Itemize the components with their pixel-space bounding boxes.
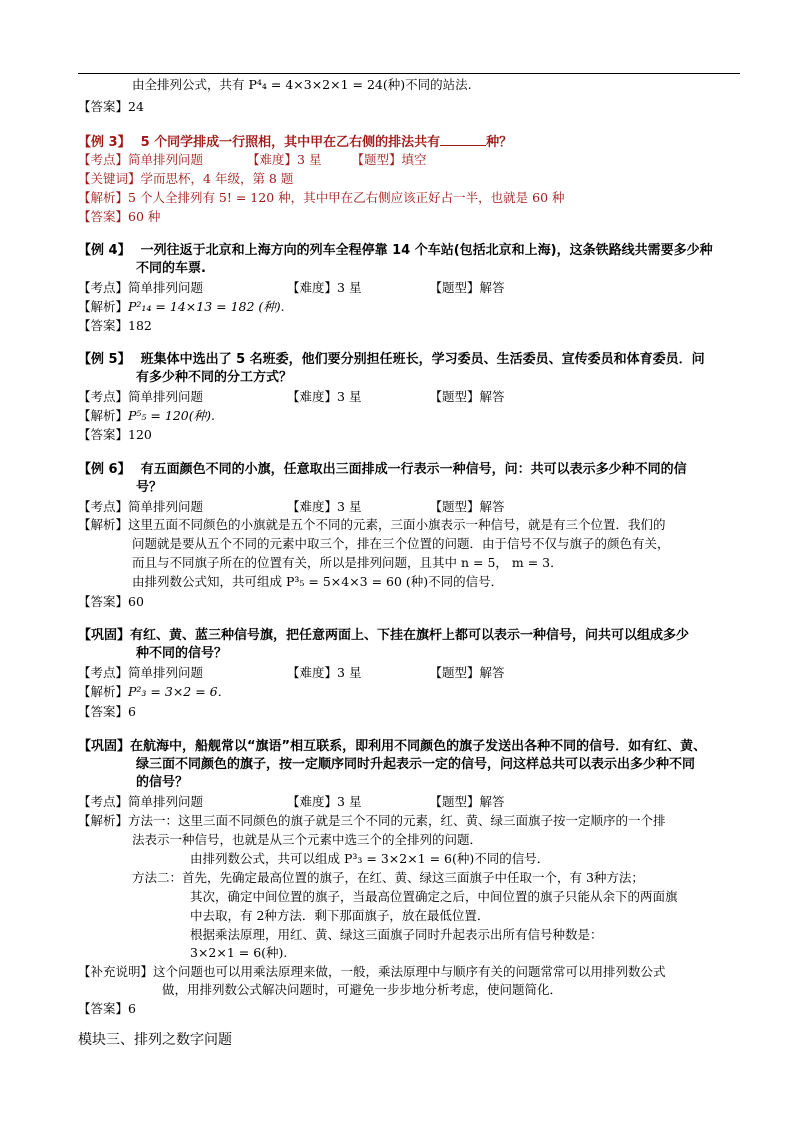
- ex4-meta: [78, 279, 505, 296]
- tx-value: 解答: [479, 794, 505, 809]
- tx-label: 【题型】: [429, 389, 480, 404]
- tx-value: 解答: [479, 665, 505, 680]
- ex4-question-line1: [78, 242, 713, 259]
- gg2-solution-line1: [78, 812, 666, 829]
- ans-label: 【答案】: [78, 318, 129, 333]
- kd-value: 简单排列问题: [128, 794, 204, 809]
- jx-line: 这里五面不同颜色的小旗就是五个不同的元素，三面小旗表示一种信号，就是有三个位置．我们的: [128, 517, 666, 532]
- gg1-question-line1: [78, 627, 689, 644]
- ex5-answer: [78, 426, 152, 443]
- tx-value: 解答: [479, 499, 505, 514]
- nd-value: 3 星: [337, 499, 362, 514]
- ex3-question: [78, 132, 512, 151]
- ex5-meta: [78, 388, 505, 405]
- ans-value: 6: [128, 704, 136, 719]
- kd-label: 【考点】: [78, 280, 129, 295]
- gg1-meta: [78, 664, 505, 681]
- ans-value: 182: [128, 318, 152, 333]
- ans-label: 【答案】: [78, 209, 129, 224]
- ex6-label: 【例 6】: [78, 462, 131, 477]
- ex6-meta: [78, 498, 505, 515]
- nd-label: 【难度】: [287, 499, 338, 514]
- header-rule: [78, 73, 740, 74]
- tx-value: 解答: [479, 389, 505, 404]
- jx-label: 【解析】: [78, 408, 129, 423]
- jx-label: 【解析】: [78, 190, 129, 205]
- nd-value: 3 星: [337, 665, 362, 680]
- jx-label: 【解析】: [78, 684, 129, 699]
- kd-value: 简单排列问题: [128, 665, 204, 680]
- ans-value: 60 种: [128, 209, 161, 224]
- ans-label: 【答案】: [78, 427, 129, 442]
- ex3-blank: [440, 132, 486, 146]
- kd-value: 简单排列问题: [128, 280, 204, 295]
- gg2-question-line2: 绿三面不同颜色的旗子，按一定顺序同时升起表示一定的信号，问这样总共可以表示出多少种不同: [136, 757, 696, 772]
- ex4-q1: 一列往返于北京和上海方向的列车全程停靠 14 个车站(包括北京和上海)，这条铁路线共需要多少种: [140, 243, 713, 258]
- kd-label: 【考点】: [78, 152, 129, 167]
- gg2-solution-line4: 方法二：首先，先确定最高位置的旗子，在红、黄、绿这三面旗子中任取一个，有 3种方法；: [132, 870, 644, 885]
- jx-label: 【解析】: [78, 299, 129, 314]
- kd-label: 【考点】: [78, 794, 129, 809]
- jx-value: P⁵₅ = 120(种).: [128, 408, 215, 423]
- nd-value: 3 星: [337, 389, 362, 404]
- gg2-label: 【巩固】: [78, 739, 131, 754]
- ex3-keywords: [78, 170, 293, 187]
- gg2-solution-line3: 由排列数公式，共可以组成 P³₃ = 3×2×1 = 6(种)不同的信号．: [190, 851, 550, 866]
- ex3-question-b: 种？: [486, 135, 513, 150]
- gg2-solution-line5: 其次，确定中间位置的旗子，当最高位置确定之后，中间位置的旗子只能从余下的两面旗: [190, 889, 678, 904]
- answer-label: 【答案】: [78, 99, 129, 114]
- module-heading: 模块三、排列之数字问题: [78, 1032, 232, 1048]
- ex6-solution-line1: [78, 516, 666, 533]
- nd-label: 【难度】: [247, 152, 298, 167]
- ex5-question-line1: [78, 351, 705, 368]
- jx-value: P²₃ = 3×2 = 6．: [128, 684, 231, 699]
- kd-value: 简单排列问题: [128, 499, 204, 514]
- gg2-q1: 在航海中，船舰常以“旗语”相互联系，即利用不同颜色的旗子发送出各种不同的信号．如有红、黄、: [130, 739, 707, 754]
- ex4-answer: [78, 317, 152, 334]
- ex5-question-line2: 有多少种不同的分工方式？: [136, 370, 293, 385]
- gg1-q1: 有红、黄、蓝三种信号旗，把任意两面上、下挂在旗杆上都可以表示一种信号，问共可以组成多少: [130, 628, 690, 643]
- ans-label: 【答案】: [78, 704, 129, 719]
- ex4-solution: [78, 298, 285, 315]
- kw-label: 【关键词】: [78, 171, 141, 186]
- ex5-q1: 班集体中选出了 5 名班委，他们要分别担任班长，学习委员、生活委员、宣传委员和体育委员．问: [140, 352, 705, 367]
- ans-label: 【答案】: [78, 1001, 129, 1016]
- gg2-solution-line6: 中去取，有 2种方法．剩下那面旗子，放在最低位置．: [190, 908, 490, 923]
- gg2-question-line3: 的信号？: [136, 775, 189, 790]
- tx-label: 【题型】: [429, 280, 480, 295]
- ex6-q1: 有五面颜色不同的小旗，任意取出三面排成一行表示一种信号，问：共可以表示多少种不同的信: [140, 462, 687, 477]
- nd-label: 【难度】: [287, 794, 338, 809]
- tx-label: 【题型】: [429, 665, 480, 680]
- top-solution-line: 由全排列公式，共有 P⁴₄ = 4×3×2×1 = 24(种)不同的站法.: [132, 77, 472, 92]
- ans-value: 60: [128, 594, 144, 609]
- jx-label: 【解析】: [78, 517, 129, 532]
- tx-label: 【题型】: [429, 794, 480, 809]
- gg2-solution-line7: 根据乘法原理，用红、黄、绿这三面旗子同时升起表示出所有信号种数是：: [190, 927, 603, 942]
- ans-value: 6: [128, 1001, 136, 1016]
- ex6-solution-line2: 问题就是要从五个不同的元素中取三个，排在三个位置的问题．由于信号不仅与旗子的颜色有关，: [132, 536, 670, 551]
- bc-line: 这个问题也可以用乘法原理来做，一般，乘法原理中与顺序有关的问题常常可以用排列数公式: [153, 964, 666, 979]
- nd-value: 3 星: [337, 794, 362, 809]
- ex6-question-line2: 号？: [136, 480, 163, 495]
- tx-value: 填空: [401, 152, 427, 167]
- kd-value: 简单排列问题: [128, 389, 204, 404]
- bc-label: 【补充说明】: [78, 964, 154, 979]
- gg1-solution: [78, 683, 230, 700]
- ex3-meta: [78, 151, 427, 168]
- gg2-answer: [78, 1000, 136, 1017]
- answer-value: 24: [128, 99, 144, 114]
- tx-value: 解答: [479, 280, 505, 295]
- ex3-label: 【例 3】: [78, 135, 131, 150]
- ex3-question-a: 5 个同学排成一行照相，其中甲在乙右侧的排法共有: [140, 135, 441, 150]
- kd-label: 【考点】: [78, 389, 129, 404]
- gg2-supplement-line1: [78, 963, 666, 980]
- nd-value: 3 星: [297, 152, 322, 167]
- top-answer: [78, 98, 144, 115]
- ex3-solution: [78, 189, 565, 206]
- nd-label: 【难度】: [287, 665, 338, 680]
- gg2-question-line1: [78, 738, 706, 755]
- nd-label: 【难度】: [287, 389, 338, 404]
- jx-label: 【解析】: [78, 813, 129, 828]
- gg1-label: 【巩固】: [78, 628, 131, 643]
- ex6-solution-line3: 而且与不同旗子所在的位置有关，所以是排列问题，且其中 n = 5， m = 3．: [132, 555, 563, 570]
- gg2-solution-line8: 3×2×1 = 6(种).: [190, 945, 288, 960]
- ex4-label: 【例 4】: [78, 243, 131, 258]
- gg2-solution-line2: 法表示一种信号，也就是从三个元素中选三个的全排列的问题．: [132, 832, 483, 847]
- ex6-solution-line4: 由排列数公式知，共可组成 P³₅ = 5×4×3 = 60 (种)不同的信号．: [132, 574, 504, 589]
- ex5-label: 【例 5】: [78, 352, 131, 367]
- ans-label: 【答案】: [78, 594, 129, 609]
- ex3-answer: [78, 208, 160, 225]
- ex6-question-line1: [78, 461, 687, 478]
- jx-line: 方法一：这里三面不同颜色的旗子就是三个不同的元素，红、黄、绿三面旗子按一定顺序的一个排: [128, 813, 666, 828]
- gg2-supplement-line2: 做，用排列数公式解决问题时，可避免一步步地分析考虑，使问题简化．: [162, 982, 563, 997]
- nd-label: 【难度】: [287, 280, 338, 295]
- ex6-answer: [78, 593, 144, 610]
- kw-value: 学而思杯，4 年级，第 8 题: [140, 171, 294, 186]
- gg1-question-line2: 种不同的信号？: [136, 646, 228, 661]
- jx-value: 5 个人全排列有 5! = 120 种，其中甲在乙右侧应该正好占一半，也就是 60 种: [128, 190, 565, 205]
- kd-label: 【考点】: [78, 499, 129, 514]
- ex5-solution: [78, 407, 215, 424]
- kd-label: 【考点】: [78, 665, 129, 680]
- jx-value: P²₁₄ = 14×13 = 182 (种).: [128, 299, 285, 314]
- kd-value: 简单排列问题: [128, 152, 204, 167]
- ans-value: 120: [128, 427, 152, 442]
- gg2-meta: [78, 793, 505, 810]
- tx-label: 【题型】: [351, 152, 402, 167]
- gg1-answer: [78, 703, 136, 720]
- tx-label: 【题型】: [429, 499, 480, 514]
- ex4-question-line2: 不同的车票.: [136, 261, 206, 276]
- nd-value: 3 星: [337, 280, 362, 295]
